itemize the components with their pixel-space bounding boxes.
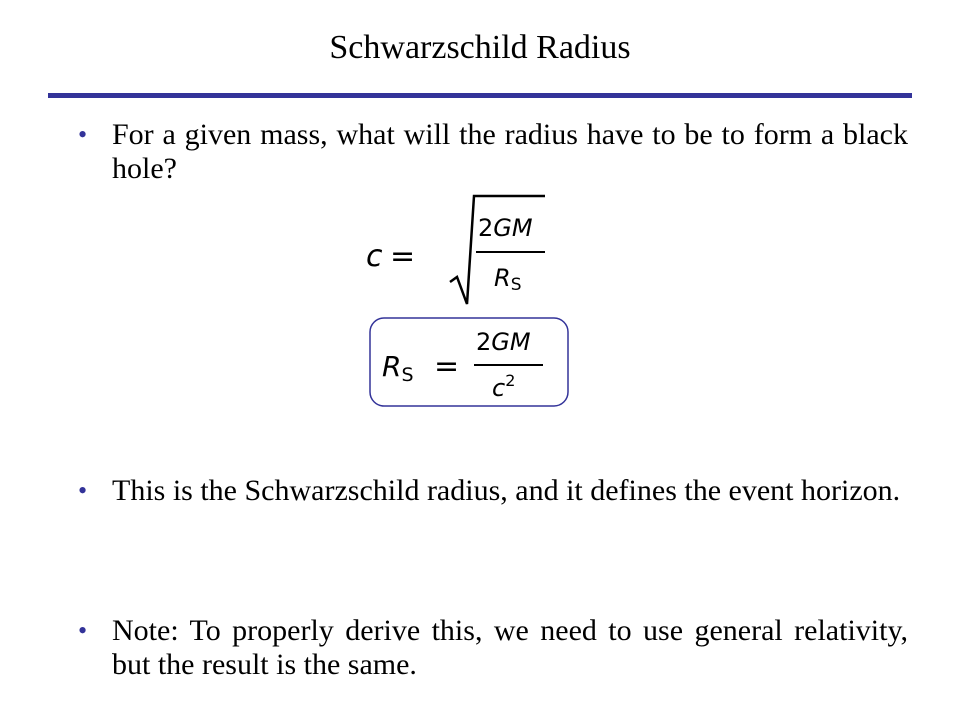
- bullet-2-text: This is the Schwarzschild radius, and it defines the event horizon.: [112, 474, 901, 507]
- eq2-denominator: $c^2$: [492, 371, 516, 402]
- slide-title: Schwarzschild Radius: [329, 29, 631, 66]
- eq2-equals: =: [434, 349, 460, 384]
- bullet-marker: •: [78, 120, 88, 149]
- bullet-marker: •: [78, 476, 88, 505]
- eq1-equals: =: [390, 239, 416, 274]
- eq2-lhs: RS: [382, 350, 414, 386]
- eq1-lhs: c: [366, 239, 383, 274]
- eq1-denominator: RS: [494, 264, 522, 295]
- eq1-numerator: 2GM: [478, 214, 533, 242]
- eq2-numerator: 2GM: [476, 328, 531, 356]
- schwarzschild-radius-equation: [382, 328, 543, 402]
- bullet-1-text: For a given mass, what will the radius have to be to form a black hole?: [112, 118, 908, 185]
- bullet-3-text: Note: To properly derive this, we need to use general relativity, but the result is the same.: [112, 614, 908, 681]
- escape-velocity-equation: [366, 196, 545, 304]
- bullet-marker: •: [78, 616, 88, 645]
